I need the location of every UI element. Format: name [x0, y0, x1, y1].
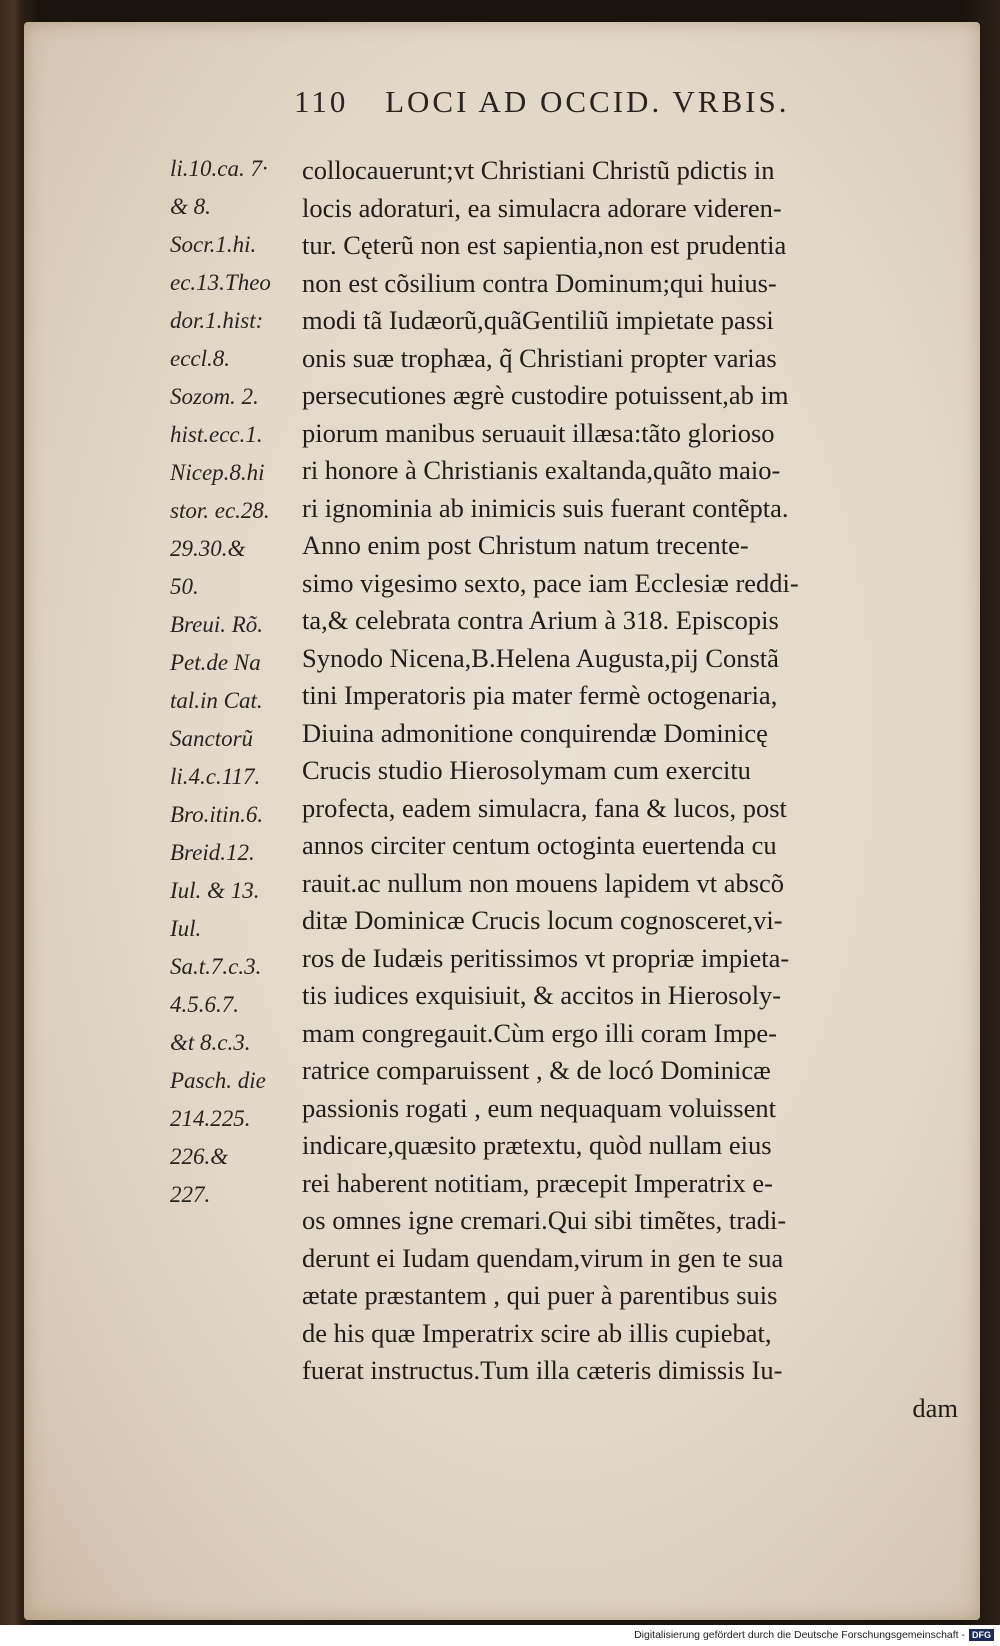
text-line: tur. Cęterũ non est sapientia,non est prudentia: [302, 230, 787, 260]
body-text: [302, 152, 958, 1427]
digitization-credit: [634, 1628, 994, 1642]
text-line: ros de Iudæis peritissimos vt propriæ impieta-: [302, 942, 790, 973]
text-line: ri ignominia ab inimicis suis fuerant contẽpta.: [302, 492, 789, 523]
text-line: mam congregauit.Cùm ergo illi coram Impe-: [302, 1017, 777, 1048]
text-line: non est cõsilium contra Dominum;qui huius-: [302, 267, 777, 298]
margin-note: 50.: [170, 574, 199, 599]
margin-note: 226.&: [170, 1144, 229, 1169]
margin-note: li.10.ca. 7·: [170, 156, 268, 181]
margin-note: 29.30.&: [170, 536, 246, 561]
margin-note: Pasch. die: [170, 1068, 266, 1093]
margin-note: Sozom. 2.: [170, 384, 259, 409]
text-line: modi tã Iudæorũ,quãGentiliũ impietate passi: [302, 305, 774, 335]
text-line: piorum manibus seruauit illæsa:tãto glorioso: [302, 417, 775, 448]
margin-note: stor. ec.28.: [170, 498, 270, 523]
margin-note: &t 8.c.3.: [170, 1030, 251, 1055]
text-line: Anno enim post Christum natum trecente-: [302, 530, 749, 560]
text-line: Synodo Nicena,B.Helena Augusta,pij Constã: [302, 642, 779, 673]
text-line: Crucis studio Hierosolymam cum exercitu: [302, 755, 751, 785]
text-line: simo vigesimo sexto, pace iam Ecclesiæ reddi-: [302, 567, 799, 598]
margin-note: 227.: [170, 1182, 211, 1207]
margin-notes: [170, 150, 315, 1214]
page-header: [294, 84, 914, 120]
text-line: ditæ Dominicæ Crucis locum cognosceret,vi-: [302, 905, 783, 935]
text-line: passionis rogati , eum nequaquam voluissent: [302, 1092, 776, 1123]
dfg-logo: DFG: [969, 1629, 994, 1641]
text-line: derunt ei Iudam quendam,virum in gen te sua: [302, 1242, 784, 1273]
text-line: tis iudices exquisiuit, & accitos in Hierosoly-: [302, 980, 782, 1010]
catchword: dam: [912, 1392, 958, 1423]
text-line: collocauerunt;vt Christiani Christũ pdictis in: [302, 155, 775, 185]
text-line: fuerat instructus.Tum illa cæteris dimissis Iu-: [302, 1355, 783, 1385]
text-line: rei haberent notitiam, præcepit Imperatrix e-: [302, 1167, 773, 1198]
page-number: 110: [294, 84, 349, 119]
margin-note: tal.in Cat.: [170, 688, 263, 713]
text-line: ta,& celebrata contra Arium à 318. Episcopis: [302, 605, 779, 635]
margin-note: Iul. & 13.: [170, 878, 260, 903]
margin-note: Breid.12.: [170, 840, 255, 865]
margin-note: Socr.1.hi.: [170, 232, 257, 257]
margin-note: Bro.itin.6.: [170, 802, 264, 827]
text-line: persecutiones ægrè custodire potuissent,ab im: [302, 380, 789, 410]
text-line: locis adoraturi, ea simulacra adorare videren-: [302, 192, 782, 223]
text-line: ri honore à Christianis exaltanda,quãto maio-: [302, 455, 781, 485]
margin-note: dor.1.hist:: [170, 308, 264, 333]
margin-note: & 8.: [170, 194, 211, 219]
text-line: de his quæ Imperatrix scire ab illis cupiebat,: [302, 1317, 772, 1348]
margin-note: hist.ecc.1.: [170, 422, 263, 447]
text-line: profecta, eadem simulacra, fana & lucos, post: [302, 792, 787, 823]
margin-note: li.4.c.117.: [170, 764, 261, 789]
margin-note: Breui. Rõ.: [170, 612, 264, 637]
running-title: LOCI AD OCCID. VRBIS.: [385, 84, 790, 119]
text-line: indicare,quæsito prætextu, quòd nullam eius: [302, 1130, 772, 1160]
margin-note: Sanctorũ: [170, 726, 254, 751]
text-line: ætate præstantem , qui puer à parentibus suis: [302, 1280, 778, 1310]
credit-text: Digitalisierung gefördert durch die Deutsche Forschungsgemeinschaft -: [634, 1629, 965, 1641]
margin-note: ec.13.Theo: [170, 270, 271, 295]
margin-note: 4.5.6.7.: [170, 992, 239, 1017]
text-line: onis suæ trophæa, q̃ Christiani propter varias: [302, 342, 777, 373]
margin-note: eccl.8.: [170, 346, 231, 371]
text-line: annos circiter centum octoginta euertenda cu: [302, 830, 777, 860]
book-page: [24, 22, 980, 1620]
text-line: ratrice comparuissent , & de locó Dominicæ: [302, 1055, 771, 1085]
margin-note: 214.225.: [170, 1106, 251, 1131]
margin-note: Sa.t.7.c.3.: [170, 954, 262, 979]
text-line: Diuina admonitione conquirendæ Dominicę: [302, 717, 768, 748]
text-line: os omnes igne cremari.Qui sibi timẽtes, tradi-: [302, 1205, 787, 1235]
margin-note: Nicep.8.hi: [170, 460, 265, 485]
text-line: tini Imperatoris pia mater fermè octogenaria,: [302, 680, 778, 710]
margin-note: Pet.de Na: [170, 650, 261, 675]
text-line: rauit.ac nullum non mouens lapidem vt abscõ: [302, 867, 785, 898]
margin-note: Iul.: [170, 916, 202, 941]
